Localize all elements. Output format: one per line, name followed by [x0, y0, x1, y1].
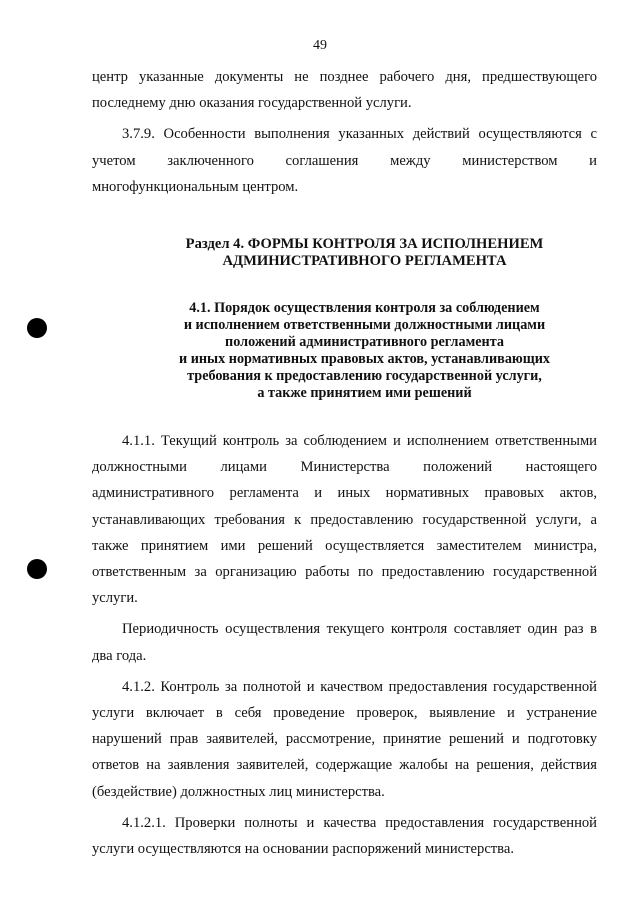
paragraph: 4.1.2. Контроль за полнотой и качеством предоставления государственной услуги включает в себя проведение проверок, выявление и устранение нарушений прав заявителей, рассмотрение, принятие решений и подготовку ответов на заявления заявителей, содержащие жалобы на решения, действия (бездействие) должностных лиц министерства.	[92, 678, 597, 800]
paragraph: центр указанные документы не позднее рабочего дня, предшествующего последнему дню оказания государственной услуги.	[92, 69, 597, 112]
section-heading-line: Раздел 4. ФОРМЫ КОНТРОЛЯ ЗА ИСПОЛНЕНИЕМ	[185, 236, 544, 253]
subsection-heading	[92, 300, 597, 402]
punch-hole-mark	[27, 318, 47, 338]
subsection-heading-line: а также принятием ими решений	[257, 385, 472, 402]
subsection-heading-line: положений административного регламента	[225, 334, 504, 351]
subsection-heading-line: 4.1. Порядок осуществления контроля за соблюдением	[189, 300, 540, 317]
subsection-heading-line: и иных нормативных правовых актов, устанавливающих	[178, 351, 551, 368]
page-number: 49	[313, 38, 327, 53]
subsection-heading-line: и исполнением ответственными должностными лицами	[183, 317, 546, 334]
paragraph: 3.7.9. Особенности выполнения указанных действий осуществляются с учетом заключенного соглашения между министерством и многофункциональным центром.	[92, 126, 597, 195]
paragraph: 4.1.1. Текущий контроль за соблюдением и исполнением ответственными должностными лицами Министерства положений настоящего административного регламента и иных нормативных правовых актов, устанавливающих требования к предоставлению государственной услуги, а также принятием ими решений осуществляется заместителем министра, ответственным за организацию работы по предоставлению государственной услуги.	[92, 433, 597, 607]
paragraph: Периодичность осуществления текущего контроля составляет один раз в два года.	[92, 621, 597, 664]
subsection-heading-line: требования к предоставлению государственной услуги,	[187, 368, 542, 385]
paragraph: 4.1.2.1. Проверки полноты и качества предоставления государственной услуги осуществляются на основании распоряжений министерства.	[92, 814, 597, 858]
punch-hole-mark	[27, 559, 47, 579]
document-body	[92, 64, 597, 862]
section-heading-line: АДМИНИСТРАТИВНОГО РЕГЛАМЕНТА	[222, 253, 507, 270]
section-heading	[92, 236, 597, 270]
